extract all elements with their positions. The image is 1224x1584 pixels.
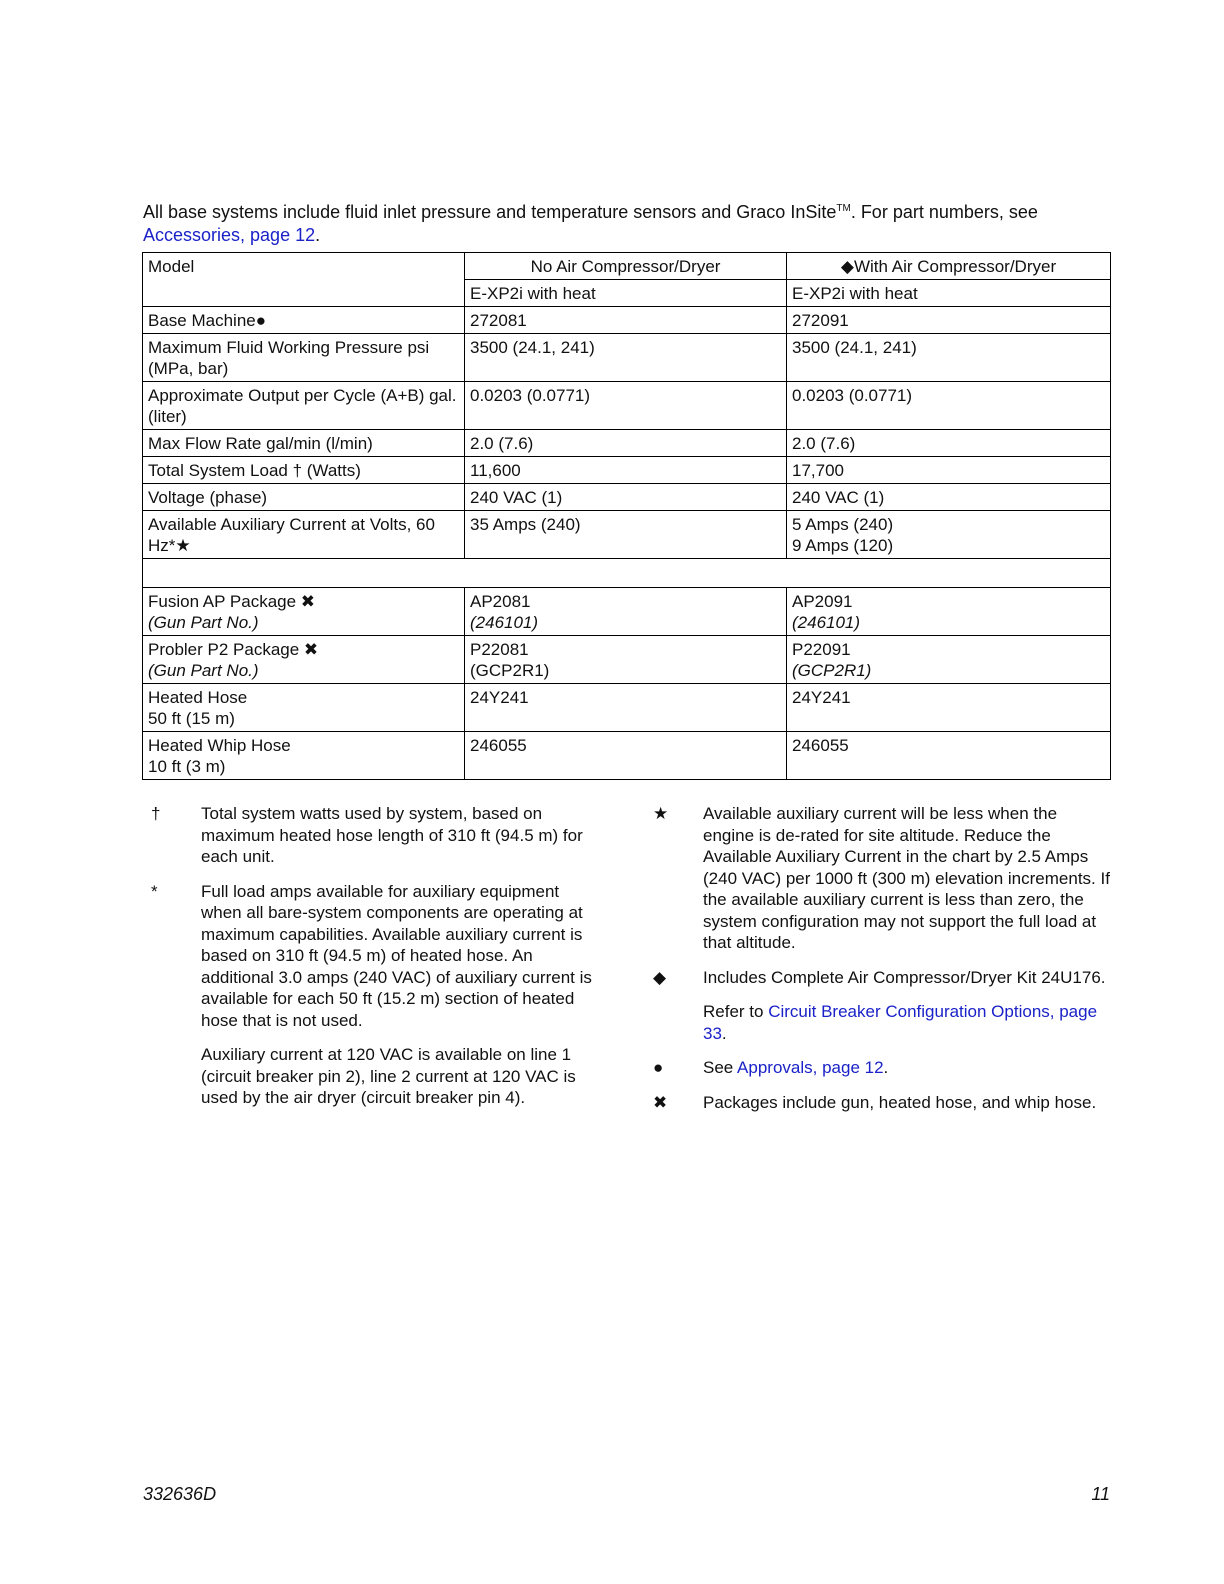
- footnote-dagger: [143, 803, 603, 868]
- row-value-line: 9 Amps (120): [792, 536, 894, 555]
- row-label: Available Auxiliary Current at Volts, 60 Hz*★: [143, 511, 465, 559]
- gun-part: (GCP2R1): [792, 661, 872, 680]
- no-compressor-header: No Air Compressor/Dryer: [465, 253, 787, 280]
- with-compressor-header: ◆With Air Compressor/Dryer: [787, 253, 1111, 280]
- row-label: Maximum Fluid Working Pressure psi (MPa, bar): [143, 334, 465, 382]
- package-name: Fusion AP Package ✖: [148, 592, 316, 611]
- see-text: See: [703, 1058, 738, 1077]
- package-part: AP2091: [792, 592, 853, 611]
- hose-name: Heated Whip Hose: [148, 736, 291, 755]
- row-label: Base Machine●: [143, 307, 465, 334]
- table-row: [143, 430, 1111, 457]
- asterisk-icon: *: [151, 881, 158, 901]
- table-row: [143, 511, 1111, 559]
- footnote-aux-paragraph: Auxiliary current at 120 VAC is available on line 1 (circuit breaker pin 2), line 2 current at 120 VAC is used by the air dryer (circuit breaker pin 4).: [201, 1045, 576, 1107]
- table-row: [143, 636, 1111, 684]
- document-number: 332636D: [143, 1484, 217, 1504]
- footnote-asterisk: [143, 881, 603, 1032]
- diamond-icon: ◆: [653, 967, 667, 987]
- row-value: 3500 (24.1, 241): [787, 334, 1111, 382]
- row-value: 0.0203 (0.0771): [787, 382, 1111, 430]
- row-value: 240 VAC (1): [787, 484, 1111, 511]
- row-label: Max Flow Rate gal/min (l/min): [143, 430, 465, 457]
- hose-length: 50 ft (15 m): [148, 709, 235, 728]
- row-value: [465, 588, 787, 636]
- table-spacer-row: [143, 559, 1111, 588]
- table-row: [143, 457, 1111, 484]
- table-row: [143, 334, 1111, 382]
- intro-paragraph: [143, 197, 1109, 247]
- approvals-link[interactable]: Approvals, page 12: [737, 1058, 884, 1077]
- row-value: 3500 (24.1, 241): [465, 334, 787, 382]
- footnote-circle: [645, 1057, 1110, 1079]
- row-value: 246055: [465, 732, 787, 780]
- accessories-link[interactable]: Accessories, page 12: [143, 225, 316, 245]
- table-row: [143, 484, 1111, 511]
- hose-name: Heated Hose: [148, 688, 248, 707]
- row-label: [143, 732, 465, 780]
- table-row: [143, 732, 1111, 780]
- gun-part: (GCP2R1): [470, 661, 550, 680]
- circle-icon: ●: [653, 1058, 664, 1077]
- row-value: 272091: [787, 307, 1111, 334]
- footnote-text: Total system watts used by system, based on maximum heated hose length of 310 ft (94.5 m) for each unit.: [201, 804, 583, 866]
- gun-part: (246101): [792, 613, 861, 632]
- footnote-refer-paragraph: [703, 1001, 1110, 1044]
- table-row: [143, 684, 1111, 732]
- row-value: [465, 636, 787, 684]
- trademark-symbol: TM: [836, 203, 851, 214]
- row-label: Total System Load † (Watts): [143, 457, 465, 484]
- row-label: [143, 588, 465, 636]
- footnotes-left: [143, 803, 603, 1122]
- row-value: 246055: [787, 732, 1111, 780]
- row-label: Approximate Output per Cycle (A+B) gal. (liter): [143, 382, 465, 430]
- row-value: 17,700: [787, 457, 1111, 484]
- footnote-text: Full load amps available for auxiliary equipment when all bare-system components are operating at maximum capabilities. Available auxiliary current is based on 310 ft (94.5 m) of heated hose. An additional 3.0 amps (240 VAC) of auxiliary current is available for each 50 ft (15.2 m) section of heated hose that is not used.: [201, 881, 592, 1030]
- row-value: 0.0203 (0.0771): [465, 382, 787, 430]
- footnote-text: Available auxiliary current will be less when the engine is de-rated for site altitude. Reduce the Available Auxiliary Current in the chart by 2.5 Amps (240 VAC) per 1000 ft (300 m) elevation increments. If the available auxiliary current is less than zero, the system configuration may not support the full load at that altitude.: [703, 804, 1110, 952]
- footnote-text: [703, 1057, 1110, 1079]
- gun-part: (246101): [470, 613, 539, 632]
- package-part: P22081: [470, 640, 529, 659]
- row-value: 24Y241: [465, 684, 787, 732]
- row-value: 272081: [465, 307, 787, 334]
- model-name-col2: E-XP2i with heat: [465, 280, 787, 307]
- row-value: 2.0 (7.6): [465, 430, 787, 457]
- package-sublabel: (Gun Part No.): [148, 613, 259, 632]
- table-row: [143, 588, 1111, 636]
- row-label: Voltage (phase): [143, 484, 465, 511]
- footnote-star: [645, 803, 1110, 954]
- model-name-col3: E-XP2i with heat: [787, 280, 1111, 307]
- row-value: 24Y241: [787, 684, 1111, 732]
- dagger-icon: †: [151, 804, 161, 823]
- row-value: [787, 511, 1111, 559]
- spacer-cell: [143, 559, 1111, 588]
- row-value-line: 5 Amps (240): [792, 515, 894, 534]
- circuit-breaker-link[interactable]: Circuit Breaker Configuration Options, page 33: [703, 1002, 1098, 1043]
- model-header: Model: [143, 253, 465, 307]
- footnote-text: Packages include gun, heated hose, and whip hose.: [703, 1092, 1097, 1112]
- star-icon: ★: [653, 804, 669, 823]
- footnote-cross: [645, 1092, 1110, 1114]
- refer-text: Refer to: [703, 1002, 769, 1021]
- row-value: 240 VAC (1): [465, 484, 787, 511]
- row-value: 2.0 (7.6): [787, 430, 1111, 457]
- footnote-diamond: [645, 967, 1110, 989]
- refer-end: .: [721, 1023, 727, 1043]
- row-value: 35 Amps (240): [465, 511, 787, 559]
- row-value: [787, 636, 1111, 684]
- package-name: Probler P2 Package ✖: [148, 640, 319, 659]
- page-number: 11: [1091, 1484, 1110, 1504]
- table-row: [143, 307, 1111, 334]
- table-header-row: [143, 253, 1111, 280]
- intro-text: All base systems include fluid inlet pressure and temperature sensors and Graco InSite: [143, 202, 837, 222]
- footnotes-right: [645, 803, 1110, 1126]
- row-label: [143, 636, 465, 684]
- row-value: 11,600: [465, 457, 787, 484]
- intro-text-after: . For part numbers, see: [850, 202, 1038, 222]
- package-sublabel: (Gun Part No.): [148, 661, 259, 680]
- package-part: AP2081: [470, 592, 531, 611]
- cross-icon: ✖: [653, 1092, 668, 1112]
- row-value: [787, 588, 1111, 636]
- hose-length: 10 ft (3 m): [148, 757, 226, 776]
- see-end: .: [883, 1058, 889, 1077]
- specifications-table: [142, 252, 1111, 780]
- footnote-text: Includes Complete Air Compressor/Dryer Kit 24U176.: [703, 967, 1106, 987]
- intro-end: .: [315, 225, 321, 245]
- table-row: [143, 382, 1111, 430]
- package-part: P22091: [792, 640, 851, 659]
- row-label: [143, 684, 465, 732]
